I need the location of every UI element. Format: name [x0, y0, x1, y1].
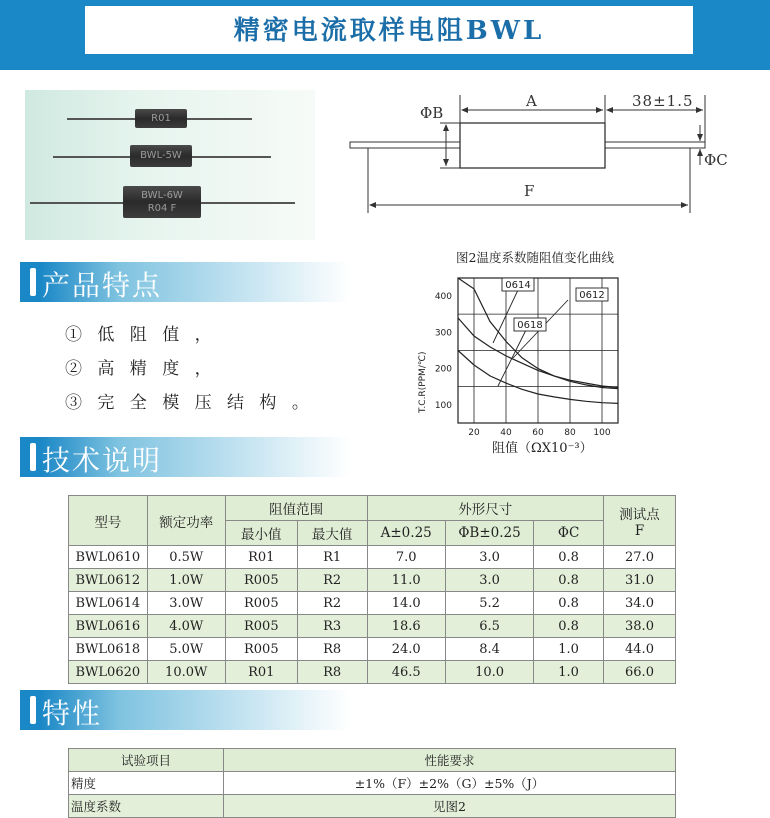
th-dim-b: ΦB±0.25: [445, 521, 533, 546]
resistor-1-marking: R01: [151, 113, 171, 124]
table-cell: 5.2: [445, 592, 533, 615]
feature-item: ② 高 精 度 ，: [65, 359, 217, 379]
chart-x-tick: 100: [593, 428, 611, 438]
table-cell: 10.0W: [147, 661, 225, 684]
section-title-features: 产品特点: [42, 269, 163, 302]
table-cell: 34.0: [604, 592, 676, 615]
table-cell: BWL0614: [69, 592, 148, 615]
th-model: 型号: [69, 496, 148, 546]
table-cell: 0.8: [534, 569, 604, 592]
feature-item: ① 低 阻 值 ，: [65, 325, 217, 345]
table-row: [69, 661, 676, 684]
resistor-3-marking-line2: R04 F: [147, 203, 177, 214]
table-row: [69, 638, 676, 661]
table-row: [69, 592, 676, 615]
table-row: [69, 615, 676, 638]
table-cell: 27.0: [604, 546, 676, 569]
table-cell: 38.0: [604, 615, 676, 638]
chart-series-label: 0614: [505, 280, 531, 291]
table-cell: BWL0616: [69, 615, 148, 638]
th-range-min: 最小值: [225, 521, 297, 546]
table-cell: 1.0: [534, 661, 604, 684]
chart-title: 图2温度系数随阻值变化曲线: [456, 250, 614, 265]
chart-x-tick: 80: [564, 428, 576, 438]
header-banner: [0, 0, 770, 70]
table-cell: R2: [297, 592, 367, 615]
table-cell: 0.8: [534, 615, 604, 638]
table-cell: R005: [225, 615, 297, 638]
th-requirement: 性能要求: [224, 749, 676, 772]
table-cell: 3.0: [445, 569, 533, 592]
table-row: [69, 569, 676, 592]
section-header-tech: [20, 437, 350, 477]
table-cell: R3: [297, 615, 367, 638]
chart-x-tick: 20: [468, 428, 480, 438]
dim-lead-label: 38±1.5: [632, 92, 694, 110]
th-dims: 外形尺寸: [367, 496, 603, 521]
spec-table: [68, 495, 676, 684]
table-cell: R01: [225, 546, 297, 569]
table-cell: 3.0W: [147, 592, 225, 615]
table-cell: 44.0: [604, 638, 676, 661]
product-photo: [25, 90, 315, 240]
th-test-item: 试验项目: [69, 749, 224, 772]
th-range-max: 最大值: [297, 521, 367, 546]
table-cell: 精度: [69, 772, 224, 795]
table-cell: 18.6: [367, 615, 445, 638]
chart-x-tick: 60: [532, 428, 544, 438]
resistor-2: [130, 145, 192, 167]
table-cell: 24.0: [367, 638, 445, 661]
table-cell: 11.0: [367, 569, 445, 592]
dimension-drawing: [340, 85, 740, 225]
th-test-point-label: 测试点: [619, 506, 660, 523]
table-cell: 14.0: [367, 592, 445, 615]
table-cell: 5.0W: [147, 638, 225, 661]
table-cell: R005: [225, 638, 297, 661]
table-cell: 66.0: [604, 661, 676, 684]
table-row: [69, 546, 676, 569]
chart-y-tick: 400: [434, 292, 452, 303]
resistor-body-outline: [460, 123, 605, 168]
chart-x-axis-label: 阻值（ΩX10⁻³）: [492, 441, 593, 456]
th-test-point: [604, 496, 676, 546]
section-bar: [30, 696, 36, 724]
th-dim-c: ΦC: [534, 521, 604, 546]
tcr-chart-svg: [408, 248, 658, 458]
table-cell: 温度系数: [69, 795, 224, 818]
table-cell: 1.0W: [147, 569, 225, 592]
features-list: [65, 318, 314, 420]
section-bar: [30, 268, 36, 296]
table-cell: 见图2: [224, 795, 676, 818]
dim-a-label: A: [526, 92, 537, 110]
table-cell: 8.4: [445, 638, 533, 661]
table-cell: 4.0W: [147, 615, 225, 638]
characteristics-table: [68, 748, 676, 818]
chart-y-tick: 100: [434, 400, 452, 411]
right-lead: [605, 142, 705, 148]
chart-x-tick: 40: [500, 428, 512, 438]
table-cell: 46.5: [367, 661, 445, 684]
table-cell: 0.8: [534, 592, 604, 615]
table-cell: 0.5W: [147, 546, 225, 569]
table-cell: BWL0618: [69, 638, 148, 661]
table-cell: 10.0: [445, 661, 533, 684]
table-cell: BWL0620: [69, 661, 148, 684]
table-cell: R1: [297, 546, 367, 569]
section-header-char: [20, 690, 350, 730]
table-cell: 31.0: [604, 569, 676, 592]
th-dim-a: A±0.25: [367, 521, 445, 546]
th-test-f-label: F: [634, 522, 645, 539]
section-title-char: 特性: [42, 697, 103, 730]
chart-series-pointer: [493, 290, 518, 343]
tcr-chart: [408, 248, 658, 458]
table-cell: BWL0612: [69, 569, 148, 592]
dim-f-label: F: [524, 182, 535, 200]
table-cell: 6.5: [445, 615, 533, 638]
section-bar: [30, 443, 36, 471]
table-cell: R01: [225, 661, 297, 684]
phi-b-label: ΦB: [420, 104, 444, 122]
table-cell: 3.0: [445, 546, 533, 569]
section-header-features: [20, 262, 350, 302]
left-lead: [350, 142, 460, 148]
table-cell: R2: [297, 569, 367, 592]
table-cell: 7.0: [367, 546, 445, 569]
resistor-2-marking: BWL-5W: [140, 150, 182, 161]
table-cell: R8: [297, 661, 367, 684]
chart-series-label: 0618: [517, 320, 543, 331]
table-cell: R005: [225, 569, 297, 592]
section-title-tech: 技术说明: [42, 444, 163, 477]
table-cell: 1.0: [534, 638, 604, 661]
table-cell: R8: [297, 638, 367, 661]
resistor-3-marking-line1: BWL-6W: [141, 190, 183, 201]
resistor-3: [123, 186, 201, 218]
phi-c-label: ΦC: [704, 151, 728, 169]
chart-series-label: 0612: [579, 290, 605, 301]
title-box: [85, 6, 693, 54]
table-row: [69, 772, 676, 795]
table-cell: ±1%（F）±2%（G）±5%（J）: [224, 772, 676, 795]
table-cell: R005: [225, 592, 297, 615]
page-title: 精密电流取样电阻BWL: [233, 16, 545, 46]
table-row: [69, 795, 676, 818]
chart-y-tick: 200: [434, 364, 452, 375]
feature-item: ③ 完 全 模 压 结 构 。: [65, 393, 314, 413]
chart-y-tick: 300: [434, 328, 452, 339]
th-range: 阻值范围: [225, 496, 367, 521]
resistor-1: [135, 109, 187, 128]
th-power: 额定功率: [147, 496, 225, 546]
table-cell: BWL0610: [69, 546, 148, 569]
chart-y-axis-label: T.C.R(PPM/℃): [418, 351, 428, 413]
table-cell: 0.8: [534, 546, 604, 569]
